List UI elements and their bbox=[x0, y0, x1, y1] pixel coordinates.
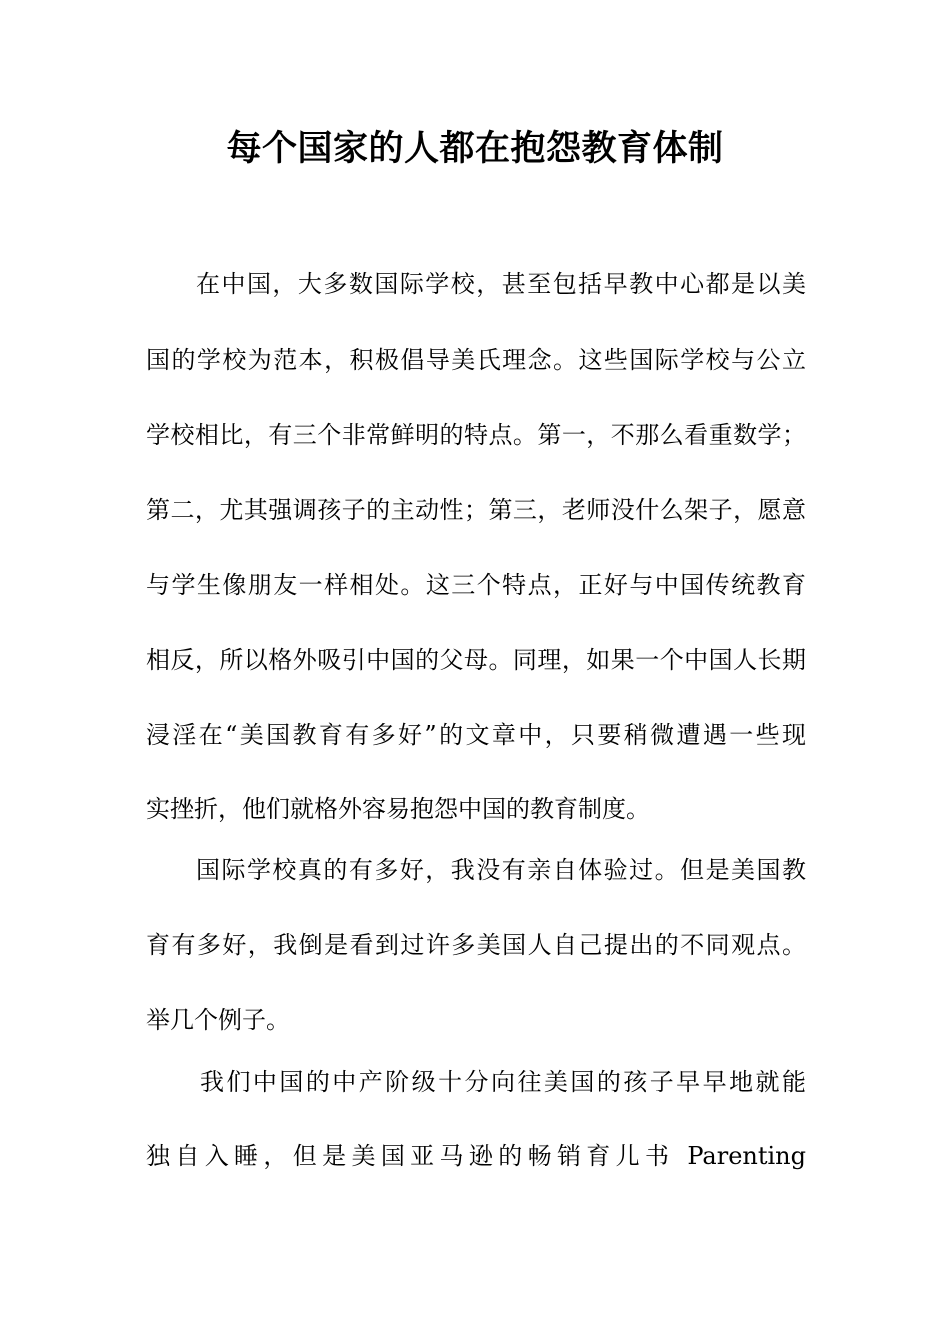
paragraph-line: 相反，所以格外吸引中国的父母。同理，如果一个中国人长期 bbox=[146, 646, 806, 674]
paragraph-line: 实挫折，他们就格外容易抱怨中国的教育制度。 bbox=[146, 795, 650, 823]
paragraph-line: 独自入睡，但是美国亚马逊的畅销育儿书 Parenting bbox=[146, 1142, 806, 1170]
paragraph-line: 浸淫在“美国教育有多好”的文章中，只要稍微遭遇一些现 bbox=[146, 721, 806, 749]
paragraph-line: 在中国，大多数国际学校，甚至包括早教中心都是以美 bbox=[196, 270, 806, 298]
document-title: 每个国家的人都在抱怨教育体制 bbox=[226, 129, 724, 169]
paragraph-line: 学校相比，有三个非常鲜明的特点。第一，不那么看重数学； bbox=[146, 421, 806, 449]
paragraph-line: 国际学校真的有多好，我没有亲自体验过。但是美国教 bbox=[196, 856, 806, 884]
paragraph-line: 国的学校为范本，积极倡导美氏理念。这些国际学校与公立 bbox=[146, 346, 806, 374]
paragraph-line: 育有多好，我倒是看到过许多美国人自己提出的不同观点。 bbox=[146, 931, 806, 959]
paragraph-line: 第二，尤其强调孩子的主动性；第三，老师没什么架子，愿意 bbox=[146, 496, 806, 524]
paragraph-line: 与学生像朋友一样相处。这三个特点，正好与中国传统教育 bbox=[146, 571, 806, 599]
paragraph-line: 举几个例子。 bbox=[146, 1006, 290, 1034]
paragraph-line: 我们中国的中产阶级十分向往美国的孩子早早地就能 bbox=[200, 1068, 806, 1096]
